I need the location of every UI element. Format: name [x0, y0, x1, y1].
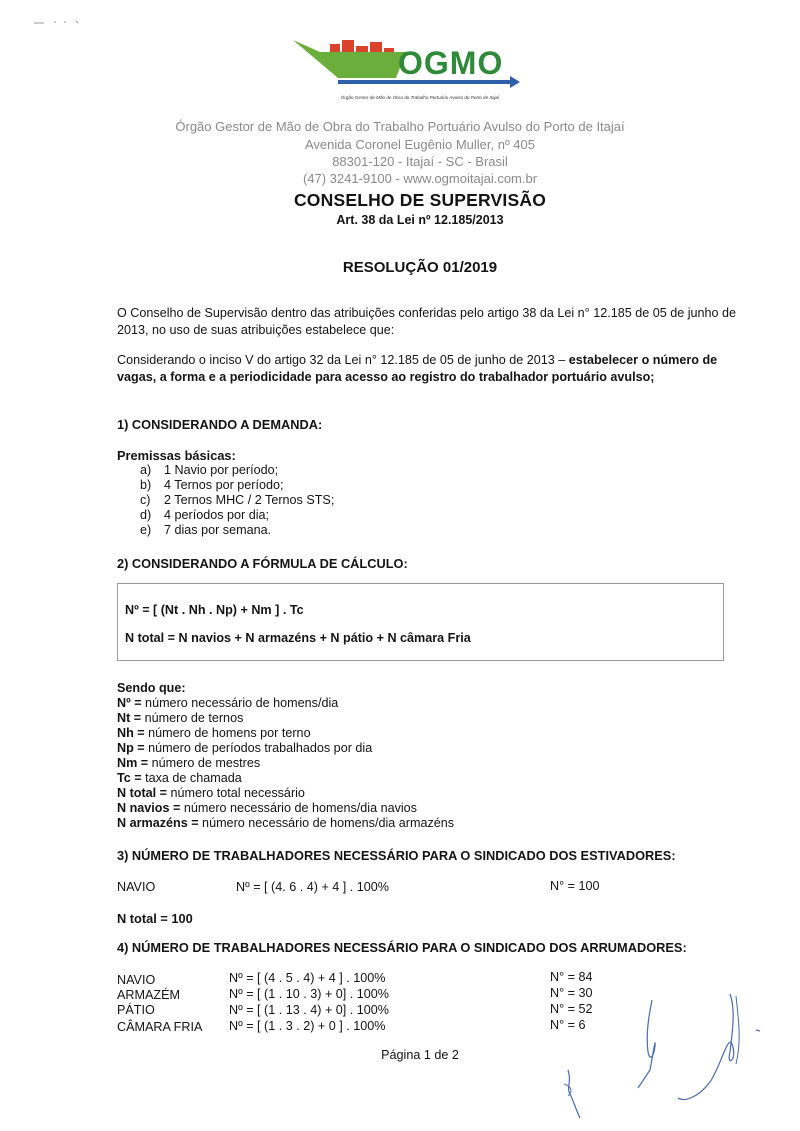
table-row-result: N° = 84: [550, 970, 593, 984]
considering-paragraph: [117, 352, 737, 386]
section-1-heading: 1) CONSIDERANDO A DEMANDA:: [117, 417, 323, 432]
considering-text: Considerando o inciso V do artigo 32 da Lei n° 12.185 de 05 de junho de 2013 –: [117, 353, 569, 367]
list-item: a) 1 Navio por período;: [140, 463, 279, 477]
section-3-heading: 3) NÚMERO DE TRABALHADORES NECESSÁRIO PARA O SINDICADO DOS ESTIVADORES:: [117, 848, 676, 863]
resolution-title: RESOLUÇÃO 01/2019: [342, 259, 498, 276]
section-3-total: N total = 100: [117, 911, 193, 926]
table-row-formula: Nº = [ (4. 6 . 4) + 4 ] . 100%: [236, 880, 390, 894]
formula-box: [117, 583, 724, 661]
org-name: Órgão Gestor de Mão de Obra do Trabalho Portuário Avulso do Porto de Itajaí: [175, 119, 625, 134]
premises-list: [140, 463, 334, 538]
page-title-wrap: [0, 190, 800, 211]
table-row-formula: Nº = [ (1 . 10 . 3) + 0] . 100%: [229, 987, 390, 1001]
list-item: e) 7 dias por semana.: [140, 523, 272, 537]
definitions-title: Sendo que:: [117, 681, 186, 695]
table-row-formula: Nº = [ (1 . 13 . 4) + 0] . 100%: [229, 1003, 390, 1017]
page-title: CONSELHO DE SUPERVISÃO: [293, 190, 547, 210]
logo-text: OGMO: [398, 45, 504, 81]
section-2-heading: 2) CONSIDERANDO A FÓRMULA DE CÁLCULO:: [117, 556, 408, 571]
table-row-result: N° = 100: [550, 879, 600, 893]
section-4-heading: 4) NÚMERO DE TRABALHADORES NECESSÁRIO PARA O SINDICADO DOS ARRUMADORES:: [117, 940, 687, 955]
table-row-result: N° = 6: [550, 1018, 586, 1032]
definition-item: N armazéns = número necessário de homens/dia armazéns: [117, 816, 455, 830]
table-row-label: CÂMARA FRIA: [117, 1020, 203, 1034]
logo-subtitle: Órgão Gestor de Mão de Obra do Trabalho Portuário Avulso do Porto de Itajaí: [340, 95, 500, 100]
list-item: b) 4 Ternos por período;: [140, 478, 284, 492]
list-item: c) 2 Ternos MHC / 2 Ternos STS;: [140, 493, 335, 507]
table-row-label: ARMAZÉM: [117, 988, 180, 1002]
page-number: Página 1 de 2: [381, 1048, 459, 1062]
table-row-result: N° = 30: [550, 986, 593, 1000]
list-item: d) 4 períodos por dia;: [140, 508, 270, 522]
definition-item: Np = número de períodos trabalhados por dia: [117, 741, 373, 755]
definition-item: N navios = número necessário de homens/dia navios: [117, 801, 417, 815]
org-postal: 88301-120 - Itajaí - SC - Brasil: [332, 154, 508, 169]
table-row-result: N° = 52: [550, 1002, 593, 1016]
considering-bold-text: estabelecer o número de vagas, a forma e a periodicidade para acesso ao registro do trabalhador portuário avulso;: [117, 353, 718, 384]
table-row-label: PÁTIO: [117, 1003, 155, 1017]
table-row-label: NAVIO: [117, 973, 156, 987]
signature-marks: [560, 990, 780, 1120]
intro-paragraph: O Conselho de Supervisão dentro das atribuições conferidas pelo artigo 38 da Lei n° 12.185 de 05 de junho de 2013, no uso de suas atribuições estabelece que:: [117, 306, 737, 337]
table-row-formula: Nº = [ (1 . 3 . 2) + 0 ] . 100%: [229, 1019, 386, 1033]
org-contact: (47) 3241-9100 - www.ogmoitajai.com.br: [302, 171, 538, 186]
definition-item: Nm = número de mestres: [117, 756, 261, 770]
formula-total: N total = N navios + N armazéns + N pátio + N câmara Fria: [125, 631, 471, 645]
definition-item: N total = número total necessário: [117, 786, 305, 800]
definition-item: Nh = número de homens por terno: [117, 726, 311, 740]
org-address: Avenida Coronel Eugênio Muller, nº 405: [305, 137, 535, 152]
table-row-formula: Nº = [ (4 . 5 . 4) + 4 ] . 100%: [229, 971, 386, 985]
definition-item: Tc = taxa de chamada: [117, 771, 242, 785]
scan-mark: [32, 18, 92, 26]
table-row-label: NAVIO: [117, 880, 156, 894]
page-subtitle: Art. 38 da Lei nº 12.185/2013: [336, 213, 504, 227]
formula-main: Nº = [ (Nt . Nh . Np) + Nm ] . Tc: [125, 603, 304, 617]
definition-item: Nt = número de ternos: [117, 711, 244, 725]
definition-item: Nº = número necessário de homens/dia: [117, 696, 339, 710]
definitions-list: [117, 681, 454, 831]
premises-title: Premissas básicas:: [117, 448, 236, 463]
